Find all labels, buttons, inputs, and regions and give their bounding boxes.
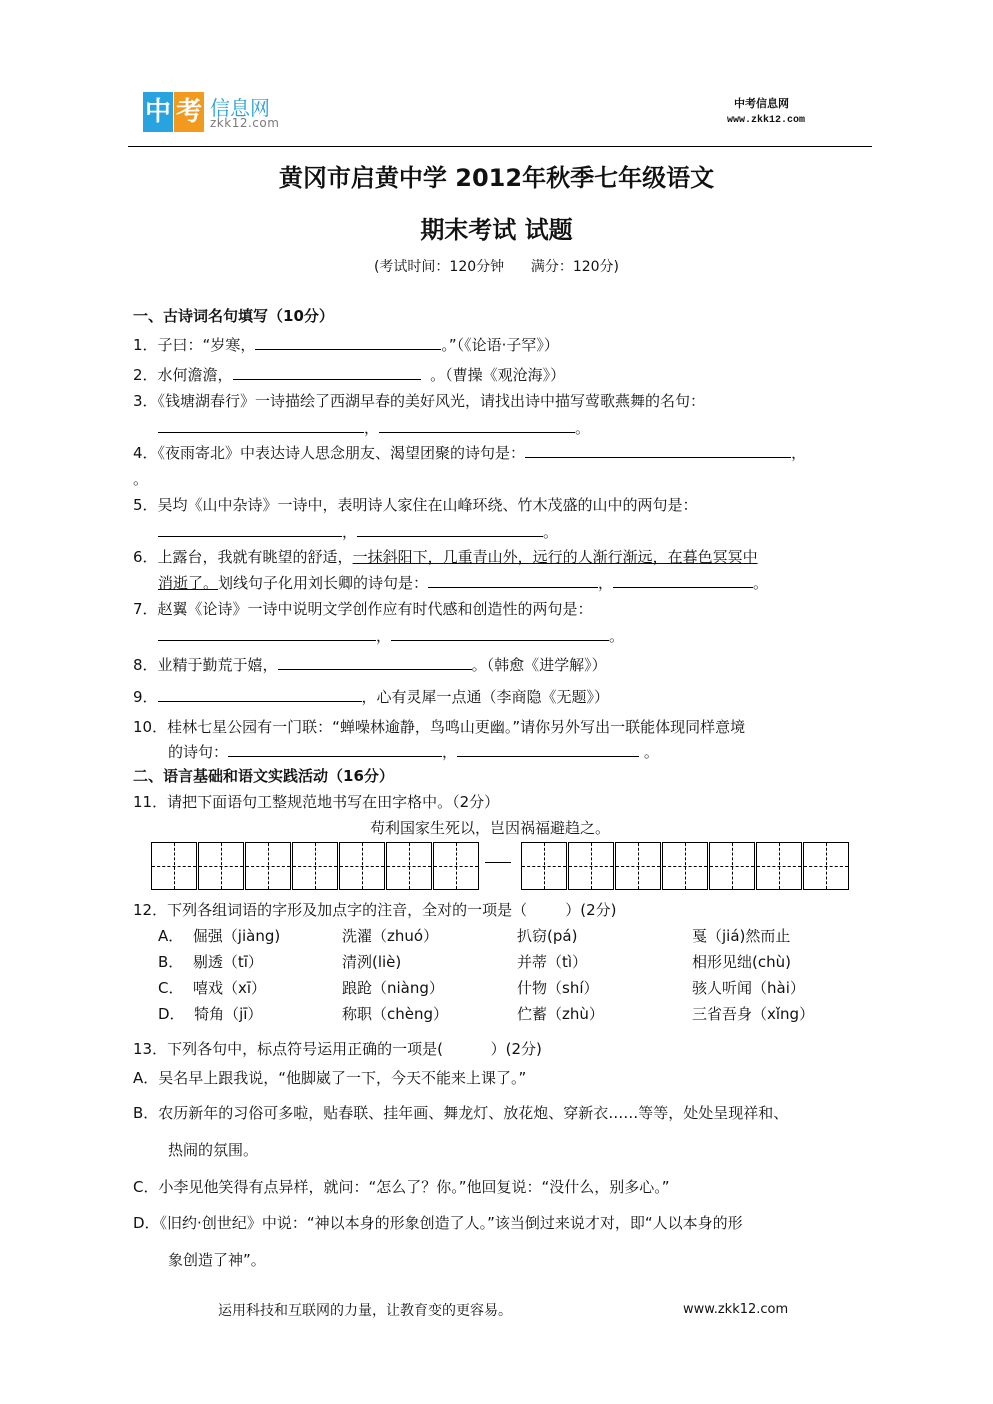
- question-7-answers: ， 。: [158, 625, 624, 646]
- option-d-4: 三省吾身（xǐng）: [692, 1005, 815, 1023]
- answer-blank[interactable]: [158, 417, 364, 433]
- tianzige-cell[interactable]: [803, 842, 849, 890]
- option-b-2: 清洌(liè): [342, 953, 402, 971]
- option-b-1[interactable]: B． 剔透（tī）: [158, 953, 263, 971]
- option-13-a[interactable]: A．吴名早上跟我说，“他脚崴了一下，今天不能来上课了。”: [133, 1069, 527, 1087]
- q-num: 8．: [133, 656, 158, 674]
- q-text: 子曰：“岁寒，: [157, 336, 256, 354]
- answer-blank[interactable]: [457, 741, 639, 757]
- answer-blank[interactable]: [391, 625, 609, 641]
- answer-blank[interactable]: [228, 741, 442, 757]
- question-3-answers: ， 。: [158, 417, 590, 438]
- answer-blank[interactable]: [379, 417, 575, 433]
- page-title: 黄冈市启黄中学 2012年秋季七年级语文: [278, 164, 715, 192]
- q-text: 《夜雨寄北》中表达诗人思念朋友、渴望团聚的诗句是：: [157, 444, 526, 462]
- option-13-b[interactable]: B．农历新年的习俗可多啦，贴春联、挂年画、舞龙灯、放花炮、穿新衣……等等，处处呈现祥和、: [133, 1104, 789, 1122]
- tianzige-cell[interactable]: [709, 842, 755, 890]
- option-d-3: 伫蓄（zhù）: [517, 1005, 604, 1023]
- tianzige-cell[interactable]: [198, 842, 244, 890]
- q-text: 划线句子化用刘长卿的诗句是：: [218, 574, 429, 592]
- tianzige-cell[interactable]: [151, 842, 197, 890]
- section-2-heading: 二、语言基础和语文实践活动（16分）: [133, 767, 394, 785]
- q-num: 1．: [133, 336, 158, 354]
- answer-blank[interactable]: [158, 686, 362, 702]
- q-text: 的诗句：: [168, 743, 229, 761]
- logo-char-2: 考: [174, 92, 204, 132]
- answer-blank[interactable]: [158, 625, 376, 641]
- option-13-d[interactable]: D．《旧约·创世纪》中说：“神以本身的形象创造了人。”该当倒过来说才对，即“人以本身的形: [133, 1214, 743, 1232]
- q-text: 赵翼《论诗》一诗中说明文学创作应有时代感和创造性的两句是：: [157, 600, 593, 618]
- q-num: 5．: [133, 496, 158, 514]
- option-d-2: 称职（chèng）: [342, 1005, 449, 1023]
- question-12: [133, 899, 617, 920]
- tianzige-cell[interactable]: [568, 842, 614, 890]
- tianzige-cell[interactable]: [662, 842, 708, 890]
- option-a-3: 扒窃(pá): [517, 927, 578, 945]
- question-6: [133, 546, 758, 567]
- answer-blank[interactable]: [278, 654, 472, 670]
- question-7: [133, 598, 593, 619]
- q-num: 2．: [133, 366, 158, 384]
- option-c-1[interactable]: C． 嘻戏（xī）: [158, 979, 267, 997]
- tianzige-cell[interactable]: [433, 842, 479, 890]
- answer-blank[interactable]: [255, 334, 441, 350]
- tianzige-cell[interactable]: [292, 842, 338, 890]
- tianzige-cell[interactable]: [521, 842, 567, 890]
- answer-blank[interactable]: [428, 572, 598, 588]
- answer-blank[interactable]: [158, 521, 342, 537]
- tianzige-cell[interactable]: [245, 842, 291, 890]
- question-9: [133, 686, 609, 707]
- option-a-2: 洗濯（zhuó）: [342, 927, 439, 945]
- q-text: 请把下面语句工整规范地书写在田字格中。（2分）: [167, 793, 500, 811]
- grid-separator: [485, 862, 511, 863]
- option-c-2: 踉跄（niàng）: [342, 979, 444, 997]
- q-num: 7．: [133, 600, 158, 618]
- question-6-line2: 消逝了。划线句子化用刘长卿的诗句是： ， 。: [158, 574, 769, 592]
- question-3: [133, 390, 705, 411]
- question-11: [133, 791, 499, 812]
- answer-blank[interactable]: [233, 364, 421, 380]
- page-subtitle: 期末考试 试题: [420, 216, 573, 244]
- question-13: [133, 1038, 542, 1059]
- q-text: 吴均《山中杂诗》一诗中，表明诗人家住在山峰环绕、竹木茂盛的山中的两句是：: [157, 496, 698, 514]
- q-num: 9．: [133, 688, 158, 706]
- q-num: 4．: [133, 444, 158, 462]
- q-num: 11．: [133, 793, 168, 811]
- q-text: 。（曹操《观沧海》）: [430, 366, 566, 384]
- question-1: [133, 334, 559, 355]
- question-11-sentence: 苟利国家生死以，岂因祸福避趋之。: [370, 819, 611, 837]
- q-text: 桂林七星公园有一门联：“蝉噪林逾静，鸟鸣山更幽。”请你另外写出一联能体现同样意境: [167, 718, 746, 736]
- question-10-line2: 的诗句： ， 。: [168, 743, 659, 761]
- site-url: www.zkk12.com: [727, 115, 806, 126]
- question-2: [133, 364, 565, 385]
- q-text: 水何澹澹，: [157, 366, 233, 384]
- q-text: 业精于勤荒于嬉，: [157, 656, 278, 674]
- tianzige-cell[interactable]: [386, 842, 432, 890]
- question-8: [133, 654, 607, 675]
- tianzige-cell[interactable]: [339, 842, 385, 890]
- answer-blank[interactable]: [613, 572, 753, 588]
- q-text: 。”（《论语·子罕》）: [441, 336, 559, 354]
- option-13-b-cont: 热闹的氛围。: [168, 1141, 259, 1159]
- q-text: 下列各组词语的字形及加点字的注音，全对的一项是（ ）(2分): [167, 901, 617, 919]
- q-text: ，心有灵犀一点通（李商隐《无题》）: [361, 688, 610, 706]
- q-num: 6．: [133, 548, 158, 566]
- question-5-answers: ， 。: [158, 521, 558, 542]
- q-text: 。（韩愈《进学解》）: [471, 656, 607, 674]
- header-divider: [128, 146, 872, 147]
- site-logo: [143, 92, 205, 132]
- logo-name: 信息网: [210, 96, 270, 120]
- q-num: 10．: [133, 718, 168, 736]
- answer-blank[interactable]: [525, 442, 791, 458]
- question-10: [133, 716, 745, 737]
- tianzige-cell[interactable]: [756, 842, 802, 890]
- question-4-end: 。: [133, 470, 149, 488]
- q-text: 《钱塘湖春行》一诗描绘了西湖早春的美好风光，请找出诗中描写莺歌燕舞的名句：: [157, 392, 706, 410]
- tianzige-cell[interactable]: [615, 842, 661, 890]
- footer-slogan: 运用科技和互联网的力量，让教育变的更容易。: [218, 1303, 512, 1319]
- option-a-1[interactable]: A． 倔强（jiàng): [158, 927, 281, 945]
- option-c-4: 骇人听闻（hài）: [692, 979, 805, 997]
- underlined-text: 消逝了。: [158, 574, 219, 592]
- q-num: 12．: [133, 901, 168, 919]
- underlined-text: 一抹斜阳下，几重青山外，远行的人渐行渐远，在暮色冥冥中: [352, 548, 758, 566]
- logo-domain: zkk12.com: [210, 116, 280, 130]
- tianzige-grid[interactable]: [151, 842, 851, 892]
- q-text: 上露台，我就有眺望的舒适，: [157, 548, 353, 566]
- q-num: 13．: [133, 1040, 168, 1058]
- option-c-3: 什物（shí）: [517, 979, 599, 997]
- answer-blank[interactable]: [357, 521, 543, 537]
- section-1-heading: 一、古诗词名句填写（10分）: [133, 307, 334, 325]
- logo-char-1: 中: [143, 92, 173, 132]
- site-name: 中考信息网: [734, 97, 789, 110]
- option-b-3: 并蒂（tì）: [517, 953, 588, 971]
- question-12-options: [158, 925, 878, 1035]
- q-text: 下列各句中，标点符号运用正确的一项是( ）(2分): [167, 1040, 542, 1058]
- q-num: 3．: [133, 392, 158, 410]
- option-13-c[interactable]: C．小李见他笑得有点异样，就问：“怎么了？你。”他回复说：“没什么，别多心。”: [133, 1178, 670, 1196]
- option-13-d-cont: 象创造了神”。: [168, 1251, 266, 1269]
- exam-info: (考试时间：120分钟 满分：120分): [373, 259, 620, 275]
- option-d-1[interactable]: D． 犄角（jī）: [158, 1005, 263, 1023]
- option-a-4: 戛（jiá)然而止: [692, 927, 791, 945]
- question-4: 4．《夜雨寄北》中表达诗人思念朋友、渴望团聚的诗句是： ，: [133, 444, 807, 462]
- footer-url[interactable]: www.zkk12.com: [683, 1302, 789, 1317]
- option-b-4: 相形见绌(chù): [692, 953, 791, 971]
- question-5: [133, 494, 698, 515]
